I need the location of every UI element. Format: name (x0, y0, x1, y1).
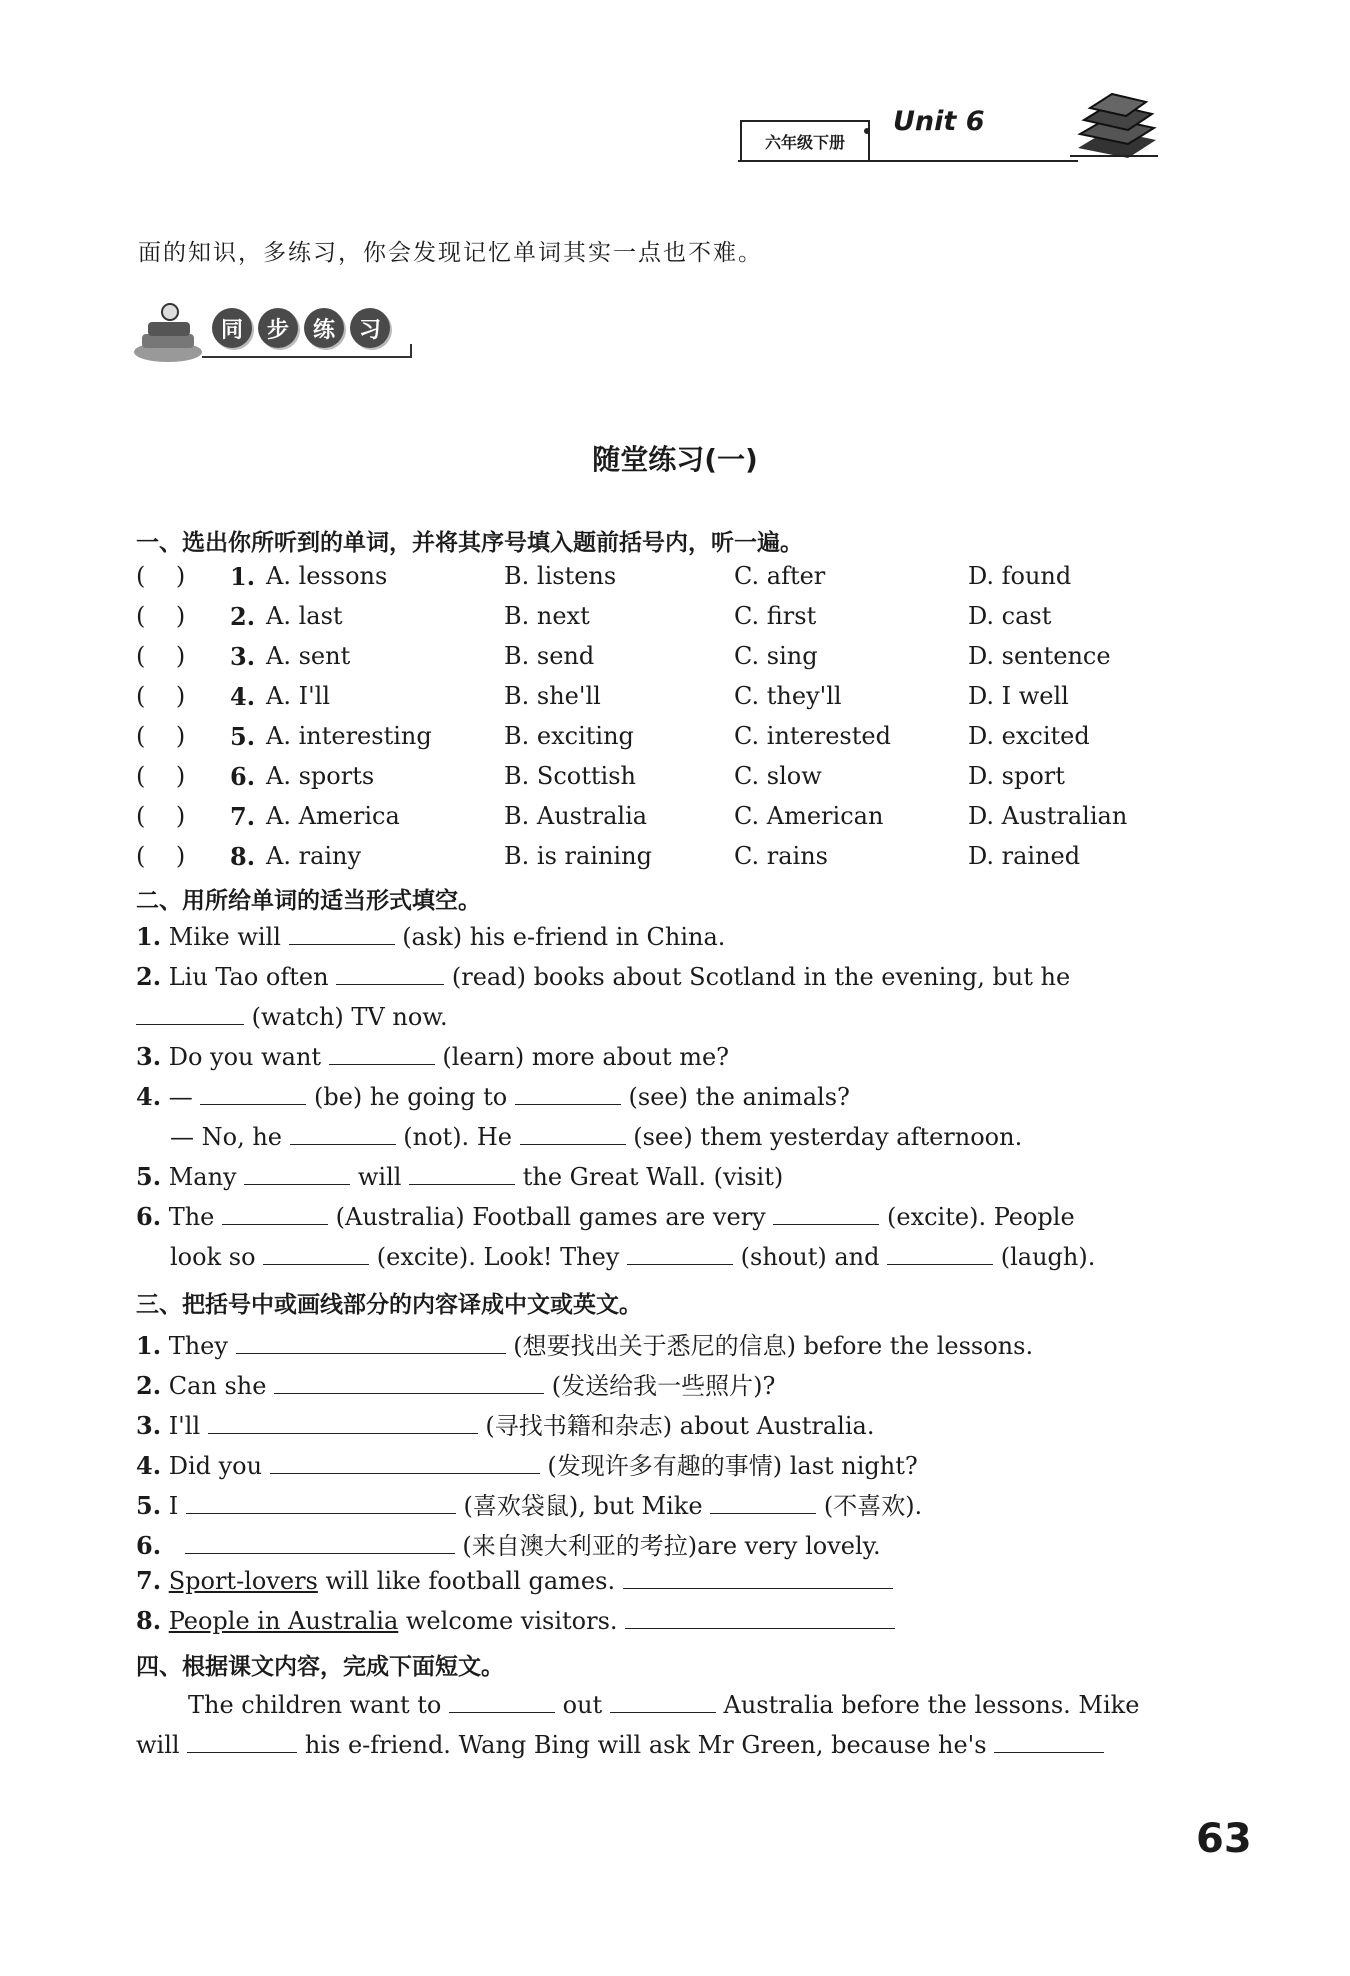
answer-blank[interactable] (186, 1491, 456, 1514)
q-text: (想要找出关于悉尼的信息) before the lessons. (513, 1332, 1034, 1360)
section3-heading: 三、把括号中或画线部分的内容译成中文或英文。 (136, 1292, 642, 1318)
q-text: (see) them yesterday afternoon. (633, 1123, 1023, 1151)
answer-blank[interactable] (994, 1730, 1104, 1753)
q-text: (laugh). (1000, 1243, 1096, 1271)
q-number: 4. (136, 1451, 162, 1480)
q-text: (see) the animals? (628, 1083, 850, 1111)
passage-text: will (136, 1731, 180, 1759)
answer-blank[interactable] (270, 1451, 540, 1474)
answer-paren[interactable]: ( ) (136, 642, 186, 670)
option-d: D. found (968, 562, 1072, 590)
option-d: D. sport (968, 762, 1065, 790)
option-d: D. rained (968, 842, 1081, 870)
option-c: C. first (734, 602, 817, 630)
s2-q1 (136, 922, 725, 951)
s2-q6 (136, 1202, 1075, 1231)
option-c: C. rains (734, 842, 828, 870)
underlined-phrase: People in Australia (168, 1607, 399, 1635)
answer-paren[interactable]: ( ) (136, 722, 186, 750)
s3-q4 (136, 1446, 918, 1481)
option-b: B. listens (504, 562, 617, 590)
q-text: will (357, 1163, 402, 1191)
passage-text: his e-friend. Wang Bing will ask Mr Green, because he's (304, 1731, 987, 1759)
option-a: A. I'll (266, 682, 331, 710)
choice-row (136, 682, 1236, 714)
passage-text: The children want to (188, 1691, 442, 1719)
answer-blank[interactable] (208, 1411, 478, 1434)
option-d: D. cast (968, 602, 1052, 630)
q-number: 4. (230, 682, 256, 711)
answer-blank[interactable] (289, 922, 395, 945)
option-c: C. slow (734, 762, 822, 790)
q-number: 5. (136, 1491, 162, 1520)
q-number: 2. (230, 602, 256, 631)
q-text: Do you want (168, 1043, 322, 1071)
option-b: B. is raining (504, 842, 652, 870)
q-text: (发现许多有趣的事情) last night? (547, 1452, 918, 1480)
s3-q8 (136, 1606, 895, 1635)
section2-heading: 二、用所给单词的适当形式填空。 (136, 888, 481, 914)
s2-q6-cont (170, 1242, 1095, 1271)
q-text: (shout) and (740, 1243, 880, 1271)
answer-blank[interactable] (136, 1002, 244, 1025)
header-rule (738, 160, 1078, 162)
q-text: welcome visitors. (405, 1607, 618, 1635)
answer-paren[interactable]: ( ) (136, 762, 186, 790)
book-lamp-icon (132, 300, 202, 364)
q-text: (be) he going to (313, 1083, 508, 1111)
q-number: 3. (230, 642, 256, 671)
q-number: 1. (136, 1331, 162, 1360)
s3-q5 (136, 1486, 922, 1521)
q-text: will like football games. (325, 1567, 616, 1595)
option-d: D. I well (968, 682, 1069, 710)
answer-blank[interactable] (520, 1122, 626, 1145)
s2-q2-cont (136, 1002, 448, 1031)
s2-q2 (136, 962, 1070, 991)
q-number: 6. (230, 762, 256, 791)
q-text: (read) books about Scotland in the evening, but he (451, 963, 1071, 991)
answer-blank[interactable] (627, 1242, 733, 1265)
q-text: I'll (168, 1412, 201, 1440)
answer-blank[interactable] (274, 1371, 544, 1394)
q-number: 2. (136, 962, 162, 991)
answer-blank[interactable] (449, 1690, 555, 1713)
q-text: (excite). People (887, 1203, 1075, 1231)
answer-blank[interactable] (185, 1531, 455, 1554)
s3-q7 (136, 1566, 893, 1595)
q-text: (发送给我一些照片)? (551, 1372, 776, 1400)
page-title: 随堂练习(一) (592, 443, 758, 476)
section1-heading: 一、选出你所听到的单词，并将其序号填入题前括号内，听一遍。 (136, 530, 803, 556)
answer-paren[interactable]: ( ) (136, 842, 186, 870)
underlined-phrase: Sport-lovers (168, 1567, 318, 1595)
s4-line2 (136, 1730, 1104, 1759)
option-a: A. America (266, 802, 400, 830)
s3-q1 (136, 1326, 1033, 1361)
answer-paren[interactable]: ( ) (136, 682, 186, 710)
q-number: 8. (230, 842, 256, 871)
section4-heading: 四、根据课文内容，完成下面短文。 (136, 1654, 504, 1680)
option-d: D. excited (968, 722, 1090, 750)
answer-paren[interactable]: ( ) (136, 802, 186, 830)
q-text: (watch) TV now. (251, 1003, 448, 1031)
answer-blank[interactable] (773, 1202, 879, 1225)
option-a: A. last (266, 602, 343, 630)
answer-blank[interactable] (290, 1122, 396, 1145)
q-number: 7. (230, 802, 256, 831)
option-a: A. sports (266, 762, 375, 790)
q-text: (喜欢袋鼠), but Mike (463, 1492, 703, 1520)
q-text: Mike will (168, 923, 281, 951)
option-c: C. sing (734, 642, 818, 670)
page-number: 63 (1196, 1816, 1252, 1862)
option-b: B. Scottish (504, 762, 636, 790)
option-c: C. American (734, 802, 884, 830)
banner-char: 步 (258, 308, 298, 348)
q-text: I (168, 1492, 179, 1520)
option-a: A. lessons (266, 562, 388, 590)
answer-blank[interactable] (623, 1566, 893, 1589)
q-text: (excite). Look! They (376, 1243, 620, 1271)
grade-label: 六年级下册 (740, 120, 870, 160)
banner-char: 习 (350, 308, 390, 348)
answer-paren[interactable]: ( ) (136, 562, 186, 590)
option-c: C. they'll (734, 682, 842, 710)
answer-blank[interactable] (200, 1082, 306, 1105)
s3-q2 (136, 1366, 775, 1401)
option-a: A. interesting (266, 722, 432, 750)
answer-blank[interactable] (187, 1730, 297, 1753)
q-text: (not). He (403, 1123, 512, 1151)
s2-q5 (136, 1162, 783, 1191)
q-number: 4. (136, 1082, 162, 1111)
answer-blank[interactable] (329, 1042, 435, 1065)
s3-q6 (136, 1526, 881, 1561)
choice-row (136, 722, 1236, 754)
s3-q3 (136, 1406, 874, 1441)
unit-title: Unit 6 (893, 106, 985, 137)
q-number: 1. (230, 562, 256, 591)
q-number: 3. (136, 1042, 162, 1071)
option-b: B. exciting (504, 722, 634, 750)
section-banner (132, 290, 412, 372)
answer-blank[interactable] (336, 962, 444, 985)
intro-text: 面的知识，多练习，你会发现记忆单词其实一点也不难。 (138, 240, 763, 266)
header-dot (864, 128, 870, 134)
choice-row (136, 642, 1236, 674)
answer-blank[interactable] (710, 1491, 816, 1514)
choice-row (136, 802, 1236, 834)
s2-q3 (136, 1042, 729, 1071)
q-text: (learn) more about me? (442, 1043, 730, 1071)
q-number: 5. (136, 1162, 162, 1191)
answer-blank[interactable] (625, 1606, 895, 1629)
option-b: B. Australia (504, 802, 648, 830)
q-text: — No, he (170, 1123, 282, 1151)
q-number: 6. (136, 1531, 162, 1560)
answer-blank[interactable] (515, 1082, 621, 1105)
option-a: A. sent (266, 642, 351, 670)
q-number: 2. (136, 1371, 162, 1400)
q-text: (寻找书籍和杂志) about Australia. (485, 1412, 875, 1440)
q-number: 7. (136, 1566, 162, 1595)
answer-paren[interactable]: ( ) (136, 602, 186, 630)
option-d: D. Australian (968, 802, 1128, 830)
banner-char: 练 (304, 308, 344, 348)
books-icon (1068, 90, 1160, 162)
q-text: (不喜欢). (823, 1492, 923, 1520)
q-text: The (168, 1203, 215, 1231)
answer-blank[interactable] (610, 1690, 716, 1713)
answer-blank[interactable] (244, 1162, 350, 1185)
q-number: 8. (136, 1606, 162, 1635)
option-b: B. next (504, 602, 590, 630)
s2-q4 (136, 1082, 850, 1111)
q-number: 6. (136, 1202, 162, 1231)
q-text: — (168, 1083, 193, 1111)
option-d: D. sentence (968, 642, 1111, 670)
answer-blank[interactable] (409, 1162, 515, 1185)
q-text: (ask) his e-friend in China. (402, 923, 726, 951)
answer-blank[interactable] (222, 1202, 328, 1225)
q-text: (来自澳大利亚的考拉)are very lovely. (462, 1532, 881, 1560)
choice-row (136, 842, 1236, 874)
q-text: Many (168, 1163, 237, 1191)
q-text: look so (170, 1243, 256, 1271)
answer-blank[interactable] (236, 1331, 506, 1354)
answer-blank[interactable] (263, 1242, 369, 1265)
q-text: (Australia) Football games are very (335, 1203, 766, 1231)
option-a: A. rainy (266, 842, 362, 870)
option-b: B. send (504, 642, 595, 670)
q-text: Can she (168, 1372, 267, 1400)
choice-row (136, 762, 1236, 794)
q-number: 5. (230, 722, 256, 751)
q-number: 3. (136, 1411, 162, 1440)
passage-text: out (562, 1691, 603, 1719)
option-b: B. she'll (504, 682, 601, 710)
s2-q4-cont (170, 1122, 1022, 1151)
banner-char: 同 (212, 308, 252, 348)
choice-row (136, 562, 1236, 594)
q-text: Liu Tao often (168, 963, 329, 991)
q-text: They (168, 1332, 228, 1360)
choice-row (136, 602, 1236, 634)
option-c: C. interested (734, 722, 891, 750)
s4-line1 (188, 1690, 1139, 1719)
option-c: C. after (734, 562, 826, 590)
answer-blank[interactable] (887, 1242, 993, 1265)
q-number: 1. (136, 922, 162, 951)
passage-text: Australia before the lessons. Mike (723, 1691, 1140, 1719)
q-text: Did you (168, 1452, 263, 1480)
q-text: the Great Wall. (visit) (522, 1163, 784, 1191)
